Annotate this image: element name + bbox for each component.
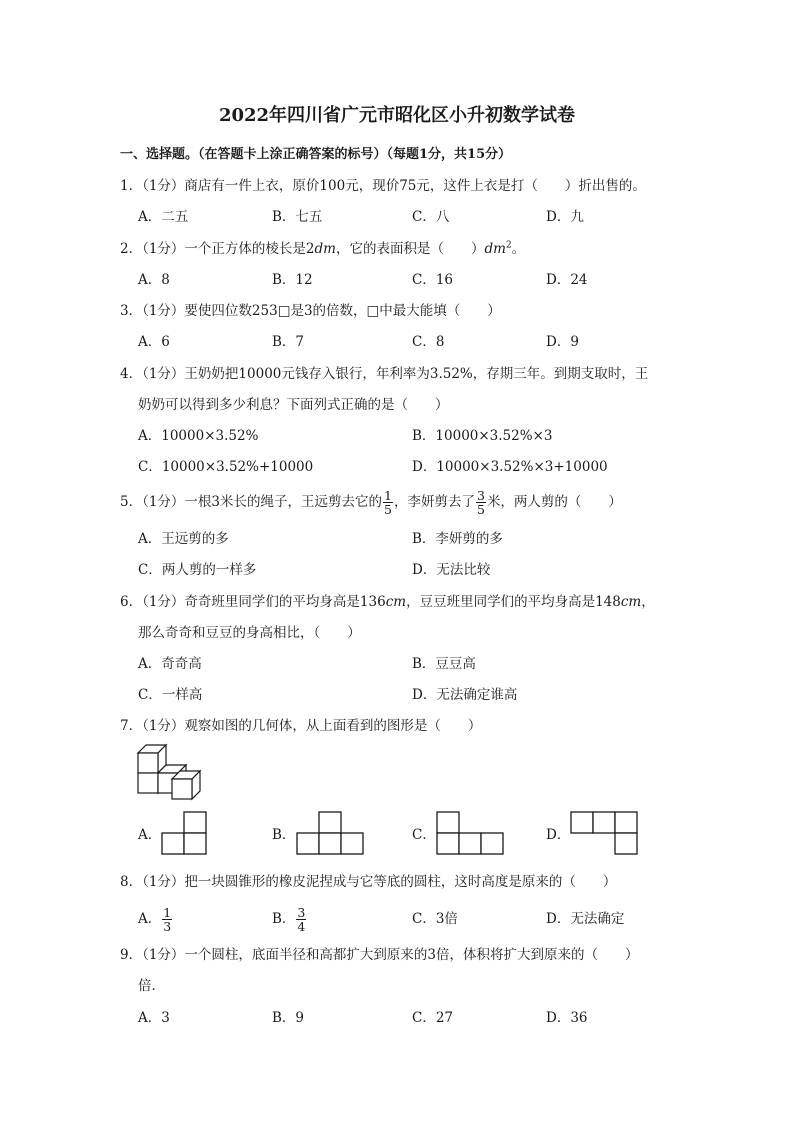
q6-option-a[interactable]: A．奇奇高 bbox=[138, 656, 202, 672]
fraction-numerator: 1 bbox=[163, 905, 172, 920]
q5-text: ，李妍剪去了 bbox=[393, 494, 475, 510]
q8-option-a[interactable] bbox=[138, 904, 173, 934]
q8-option-d[interactable]: D．无法确定 bbox=[546, 911, 625, 927]
section-heading: 一、选择题。（在答题卡上涂正确答案的标号）（每题1分，共15分） bbox=[120, 147, 512, 162]
q2-text: 2．（1分）一个正方体的棱长是2 bbox=[120, 241, 315, 257]
question-9-stem-line2: 倍． bbox=[138, 978, 165, 994]
fraction-numerator: 3 bbox=[297, 905, 306, 920]
q7-option-a-figure bbox=[162, 812, 208, 856]
fraction-numerator: 1 bbox=[384, 488, 392, 503]
q6-option-c[interactable]: C．一样高 bbox=[138, 687, 203, 703]
q6-text: ， bbox=[641, 594, 655, 610]
q5-option-b[interactable]: B．李妍剪的多 bbox=[412, 531, 503, 547]
q9-option-c[interactable]: C．27 bbox=[412, 1010, 454, 1026]
q1-option-c[interactable]: C．八 bbox=[412, 209, 450, 225]
question-1-stem: 1．（1分）商店有一件上衣，原价100元，现价75元，这件上衣是打（ ）折出售的。 bbox=[120, 178, 646, 194]
question-2-stem bbox=[120, 240, 525, 258]
q7-option-c-figure bbox=[437, 812, 505, 856]
cube-solid-figure bbox=[138, 745, 208, 800]
question-7-stem: 7．（1分）观察如图的几何体，从上面看到的图形是（ ） bbox=[120, 718, 482, 734]
question-9-stem-line1: 9．（1分）一个圆柱，底面半径和高都扩大到原来的3倍，体积将扩大到原来的（ ） bbox=[120, 947, 639, 963]
fraction-one-third bbox=[162, 906, 172, 933]
q7-option-d-figure bbox=[571, 812, 637, 856]
page-title: 2022年四川省广元市昭化区小升初数学试卷 bbox=[218, 105, 576, 126]
q7-option-b-figure bbox=[297, 812, 365, 856]
q1-option-d[interactable]: D．九 bbox=[546, 209, 584, 225]
q2-option-d[interactable]: D．24 bbox=[546, 272, 588, 288]
q2-text: ，它的表面积是（ ） bbox=[335, 241, 485, 257]
q7-option-a[interactable]: A． bbox=[138, 827, 162, 843]
question-3-stem: 3．（1分）要使四位数253□是3的倍数，□中最大能填（ ） bbox=[120, 303, 501, 319]
q4-option-b[interactable]: B．10000×3.52%×3 bbox=[412, 428, 553, 444]
q3-option-b[interactable]: B．7 bbox=[272, 334, 305, 350]
q6-text: ，豆豆班里同学们的平均身高是148 bbox=[406, 594, 621, 610]
q8-option-b-label: B． bbox=[272, 911, 296, 927]
q4-option-a[interactable]: A．10000×3.52% bbox=[138, 428, 259, 444]
q5-text: 米，两人剪的（ ） bbox=[486, 494, 622, 510]
q2-unit: dm bbox=[484, 241, 506, 257]
fraction-denominator: 5 bbox=[476, 502, 485, 517]
q6-unit: cm bbox=[385, 594, 407, 610]
fraction-three-fifths bbox=[476, 489, 486, 516]
q6-option-b[interactable]: B．豆豆高 bbox=[412, 656, 476, 672]
q7-option-c[interactable]: C． bbox=[412, 827, 436, 843]
question-5-stem bbox=[120, 487, 622, 517]
q7-option-d[interactable]: D． bbox=[546, 827, 571, 843]
q8-option-c[interactable]: C．3倍 bbox=[412, 911, 458, 927]
fraction-denominator: 4 bbox=[297, 919, 306, 934]
q2-option-a[interactable]: A．8 bbox=[138, 272, 170, 288]
q3-option-c[interactable]: C．8 bbox=[412, 334, 445, 350]
q4-option-d[interactable]: D．10000×3.52%×3+10000 bbox=[412, 459, 608, 475]
q6-option-d[interactable]: D．无法确定谁高 bbox=[412, 687, 518, 703]
q6-text: 6．（1分）奇奇班里同学们的平均身高是136 bbox=[120, 594, 386, 610]
fraction-numerator: 3 bbox=[476, 488, 485, 503]
q7-option-b[interactable]: B． bbox=[272, 827, 296, 843]
q2-unit: dm bbox=[314, 241, 336, 257]
question-8-stem: 8．（1分）把一块圆锥形的橡皮泥捏成与它等底的圆柱，这时高度是原来的（ ） bbox=[120, 874, 617, 890]
q5-option-d[interactable]: D．无法比较 bbox=[412, 562, 491, 578]
q9-option-b[interactable]: B．9 bbox=[272, 1010, 305, 1026]
q6-unit: cm bbox=[620, 594, 642, 610]
q9-option-d[interactable]: D．36 bbox=[546, 1010, 588, 1026]
question-6-stem-line1 bbox=[120, 593, 655, 611]
question-6-stem-line2: 那么奇奇和豆豆的身高相比，（ ） bbox=[138, 625, 361, 641]
q2-text: 。 bbox=[511, 241, 526, 257]
q2-superscript: 2 bbox=[505, 240, 512, 251]
q2-option-b[interactable]: B．12 bbox=[272, 272, 313, 288]
question-4-stem-line2: 奶奶可以得到多少利息？下面列式正确的是（ ） bbox=[138, 397, 449, 413]
fraction-denominator: 3 bbox=[163, 919, 172, 934]
fraction-one-fifth bbox=[383, 489, 393, 516]
q3-option-a[interactable]: A．6 bbox=[138, 334, 170, 350]
q5-option-a[interactable]: A．王远剪的多 bbox=[138, 531, 229, 547]
q9-option-a[interactable]: A．3 bbox=[138, 1010, 170, 1026]
q8-option-a-label: A． bbox=[138, 911, 162, 927]
q1-option-b[interactable]: B．七五 bbox=[272, 209, 323, 225]
fraction-three-quarters bbox=[296, 906, 306, 933]
q2-option-c[interactable]: C．16 bbox=[412, 272, 454, 288]
q4-option-c[interactable]: C．10000×3.52%+10000 bbox=[138, 459, 314, 475]
q5-option-c[interactable]: C．两人剪的一样多 bbox=[138, 562, 257, 578]
fraction-denominator: 5 bbox=[384, 502, 392, 517]
q8-option-b[interactable] bbox=[272, 904, 307, 934]
q5-text: 5．（1分）一根3米长的绳子，王远剪去它的 bbox=[120, 494, 383, 510]
q1-option-a[interactable]: A．二五 bbox=[138, 209, 189, 225]
q3-option-d[interactable]: D．9 bbox=[546, 334, 579, 350]
question-4-stem-line1: 4．（1分）王奶奶把10000元钱存入银行，年利率为3.52%，存期三年。到期支取时，王 bbox=[120, 366, 649, 382]
